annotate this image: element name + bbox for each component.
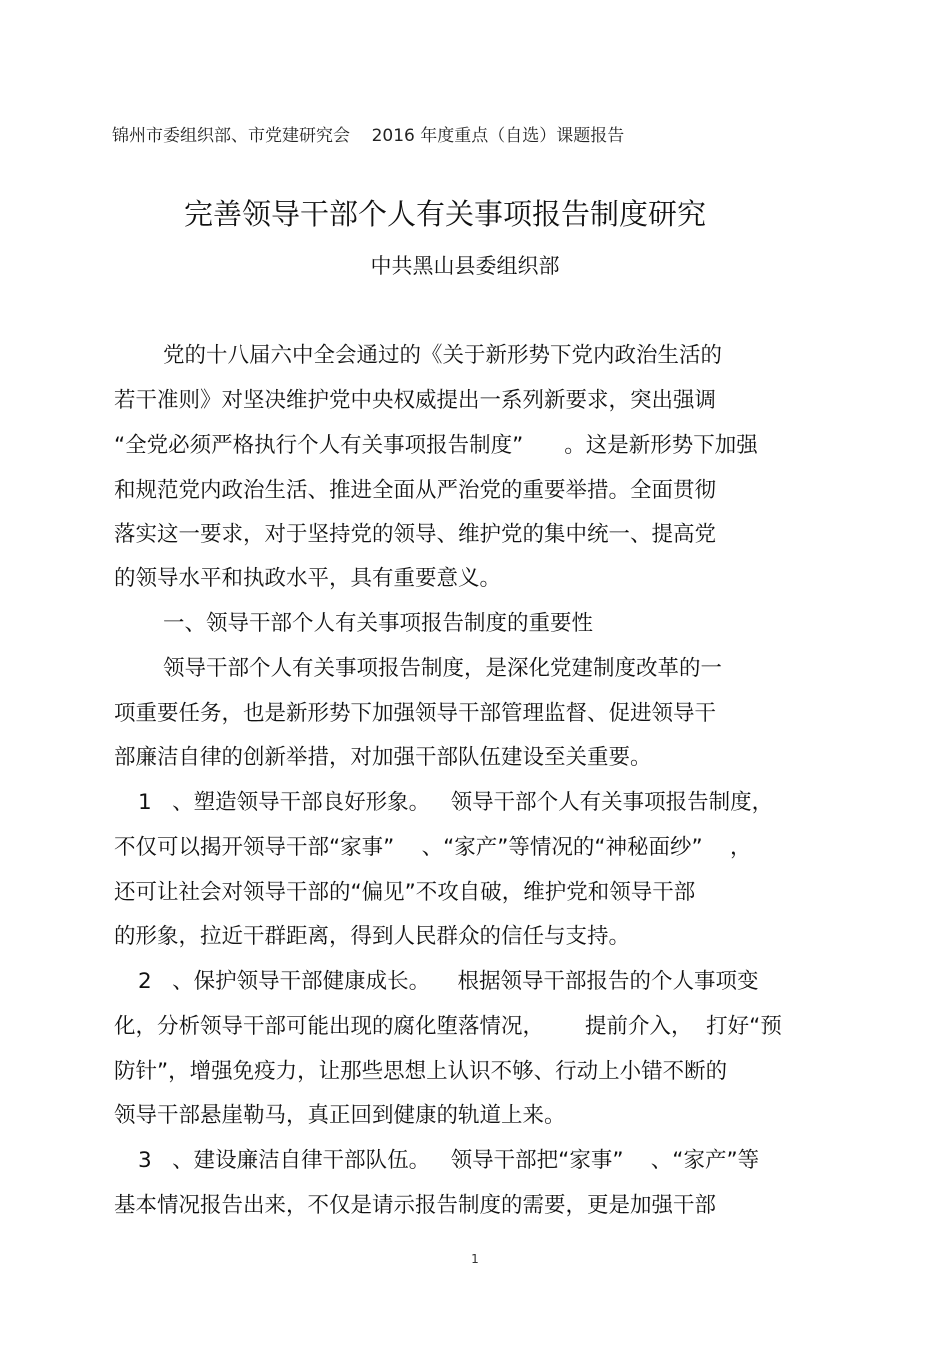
paragraph-line: “全党必须严格执行个人有关事项报告制度” 。这是新形势下加强 bbox=[114, 433, 758, 458]
paragraph-line: 和规范党内政治生活、推进全面从严治党的重要举措。全面贯彻 bbox=[114, 478, 717, 503]
paragraph-line: 基本情况报告出来，不仅是请示报告制度的需要，更是加强干部 bbox=[114, 1193, 717, 1218]
paragraph-line: 还可让社会对领导干部的“偏见”不攻自破，维护党和领导干部 bbox=[114, 880, 696, 905]
paragraph-line: 领导干部悬崖勒马，真正回到健康的轨道上来。 bbox=[114, 1103, 566, 1128]
paragraph-line: 的形象，拉近干群距离，得到人民群众的信任与支持。 bbox=[114, 924, 631, 949]
paragraph-line: 若干准则》对坚决维护党中央权威提出一系列新要求，突出强调 bbox=[114, 388, 717, 413]
numbered-item-2: 2 、保护领导干部健康成长。 根据领导干部报告的个人事项变 bbox=[138, 969, 759, 994]
page-number: 1 bbox=[471, 1252, 479, 1266]
paragraph-line: 党的十八届六中全会通过的《关于新形势下党内政治生活的 bbox=[163, 343, 723, 368]
numbered-item-3: 3 、建设廉洁自律干部队伍。 领导干部把“家事” 、“家产”等 bbox=[138, 1148, 760, 1173]
document-author: 中共黑山县委组织部 bbox=[370, 254, 560, 278]
paragraph-line: 防针”，增强免疫力，让那些思想上认识不够、行动上小错不断的 bbox=[114, 1059, 728, 1084]
paragraph-line: 部廉洁自律的创新举措，对加强干部队伍建设至关重要。 bbox=[114, 745, 652, 770]
paragraph-line: 项重要任务，也是新形势下加强领导干部管理监督、促进领导干 bbox=[114, 701, 717, 726]
numbered-item-1: 1 、塑造领导干部良好形象。 领导干部个人有关事项报告制度， bbox=[138, 790, 774, 815]
paragraph-line: 领导干部个人有关事项报告制度，是深化党建制度改革的一 bbox=[163, 656, 723, 681]
paragraph-line: 落实这一要求，对于坚持党的领导、维护党的集中统一、提高党 bbox=[114, 522, 717, 547]
section-heading: 一、领导干部个人有关事项报告制度的重要性 bbox=[163, 611, 594, 636]
document-title: 完善领导干部个人有关事项报告制度研究 bbox=[183, 197, 706, 231]
paragraph-line: 不仅可以揭开领导干部“家事” 、“家产”等情况的“神秘面纱” ， bbox=[114, 835, 752, 860]
paragraph-line: 的领导水平和执政水平，具有重要意义。 bbox=[114, 566, 502, 591]
report-header: 锦州市委组织部、市党建研究会 2016 年度重点（自选）课题报告 bbox=[112, 126, 625, 146]
paragraph-line: 化，分析领导干部可能出现的腐化堕落情况， 提前介入， 打好“预 bbox=[114, 1014, 782, 1039]
